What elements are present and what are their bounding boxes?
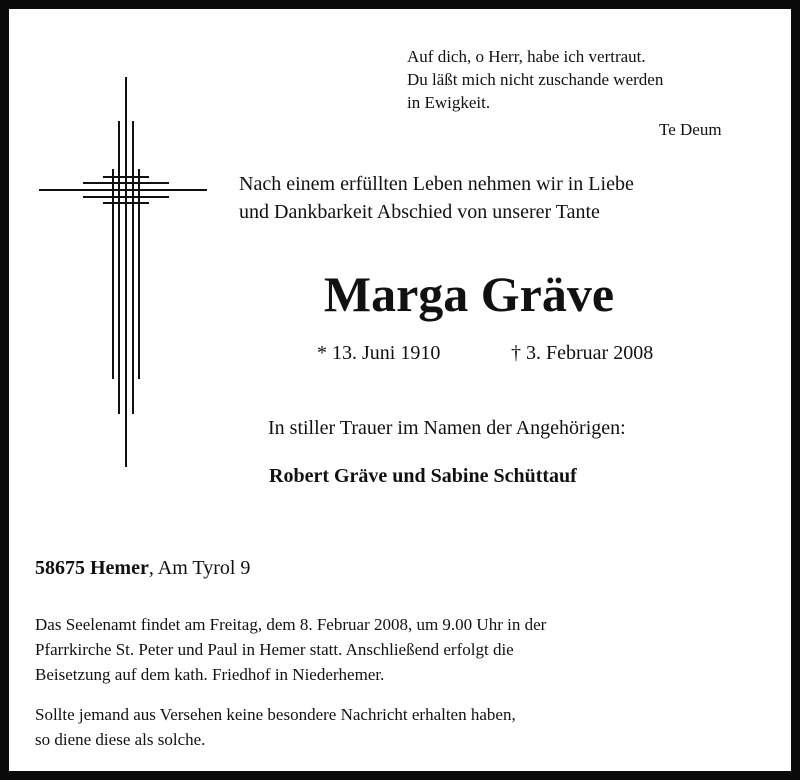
mourners-names: Robert Gräve und Sabine Schüttauf: [269, 465, 577, 487]
notice-text: [35, 702, 516, 752]
mourning-line: In stiller Trauer im Namen der Angehörigen:: [268, 417, 626, 439]
bible-verse: [407, 45, 663, 114]
intro-text: [239, 170, 634, 226]
birth-date: * 13. Juni 1910: [317, 342, 441, 364]
service-line: Pfarrkirche St. Peter und Paul in Hemer statt. Anschließend erfolgt die: [35, 640, 514, 659]
verse-line: Auf dich, o Herr, habe ich vertraut.: [407, 47, 646, 66]
verse-line: in Ewigkeit.: [407, 93, 491, 112]
verse-line: Du läßt mich nicht zuschande werden: [407, 70, 664, 89]
notice-line: so diene diese als solche.: [35, 730, 206, 749]
service-info: [35, 612, 775, 687]
address-city: 58675 Hemer: [35, 557, 149, 579]
death-date: † 3. Februar 2008: [511, 342, 654, 364]
intro-line: Nach einem erfüllten Leben nehmen wir in Liebe: [239, 173, 634, 195]
service-line: Das Seelenamt findet am Freitag, dem 8. Februar 2008, um 9.00 Uhr in der: [35, 615, 547, 634]
intro-line: und Dankbarkeit Abschied von unserer Tante: [239, 201, 600, 223]
address-street: , Am Tyrol 9: [148, 557, 251, 579]
notice-line: Sollte jemand aus Versehen keine besondere Nachricht erhalten haben,: [35, 705, 516, 724]
service-line: Beisetzung auf dem kath. Friedhof in Niederhemer.: [35, 665, 385, 684]
address: [35, 557, 250, 580]
verse-source: Te Deum: [659, 120, 722, 139]
deceased-name: Marga Gräve: [323, 266, 615, 322]
